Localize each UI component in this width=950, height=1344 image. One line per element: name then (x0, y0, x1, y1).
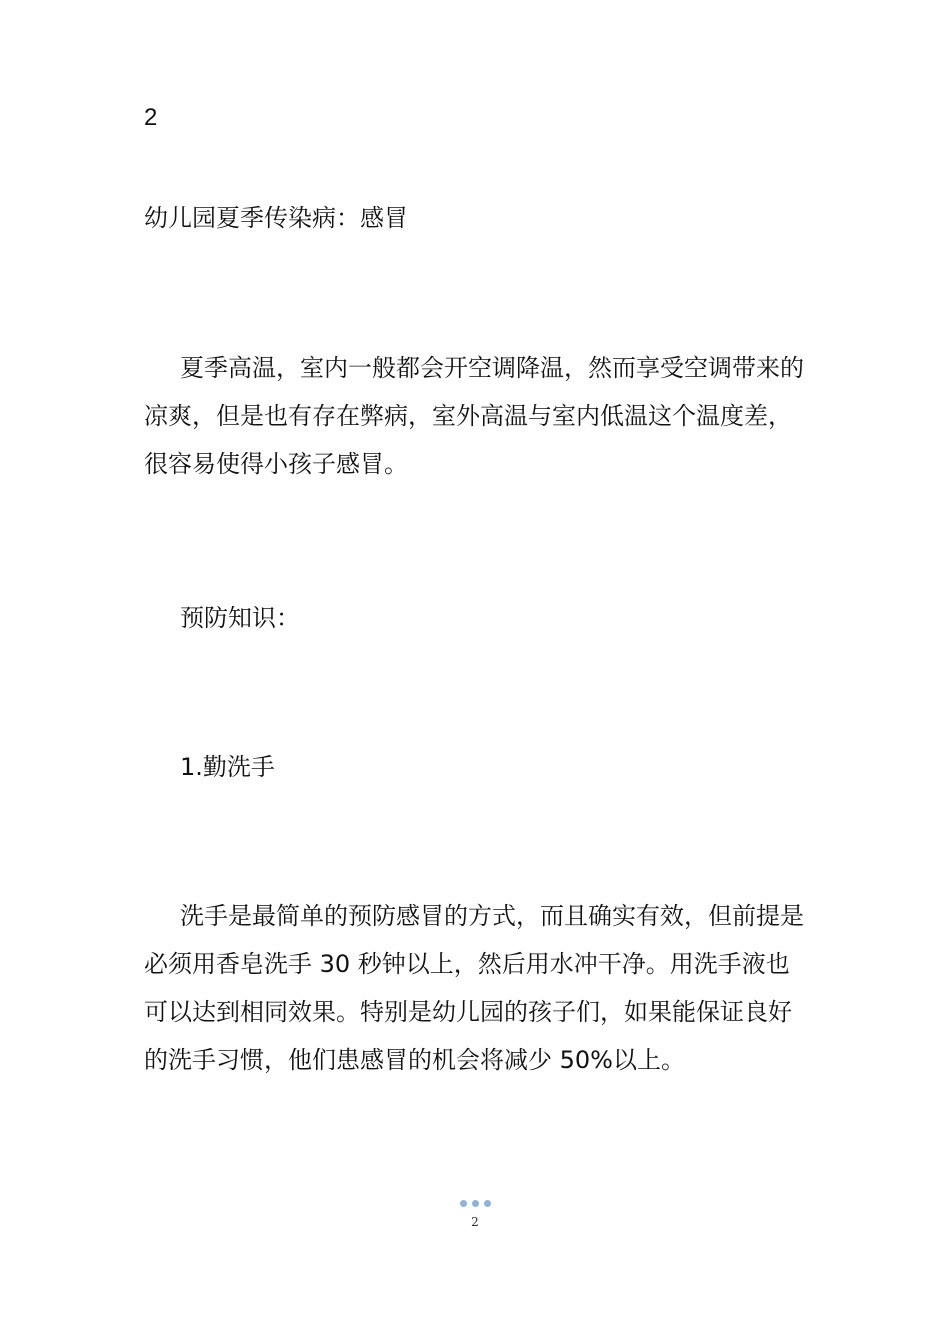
page-footer (0, 1200, 950, 1230)
item-heading-wash-hands: 1.勤洗手 (180, 753, 275, 781)
ellipsis-dots-icon (0, 1200, 950, 1208)
paragraph-wash-hands: 洗手是最简单的预防感冒的方式，而且确实有效，但前提是必须用香皂洗手 30 秒钟以上，然后用水冲干净。用洗手液也可以达到相同效果。特别是幼儿园的孩子们，如果能保证良好的洗手习惯，他们患感冒的机会将减少 50%以上。 (144, 902, 804, 1074)
document-title: 幼儿园夏季传染病：感冒 (144, 204, 408, 232)
dot-icon (460, 1200, 467, 1207)
section-heading: 预防知识： (180, 604, 300, 632)
dot-icon (472, 1200, 479, 1207)
dot-icon (484, 1200, 491, 1207)
footer-page-number: 2 (471, 1215, 479, 1229)
paragraph-intro: 夏季高温，室内一般都会开空调降温，然而享受空调带来的凉爽，但是也有存在弊病，室外高温与室内低温这个温度差，很容易使得小孩子感冒。 (144, 354, 804, 478)
page-number-top: 2 (144, 104, 158, 131)
